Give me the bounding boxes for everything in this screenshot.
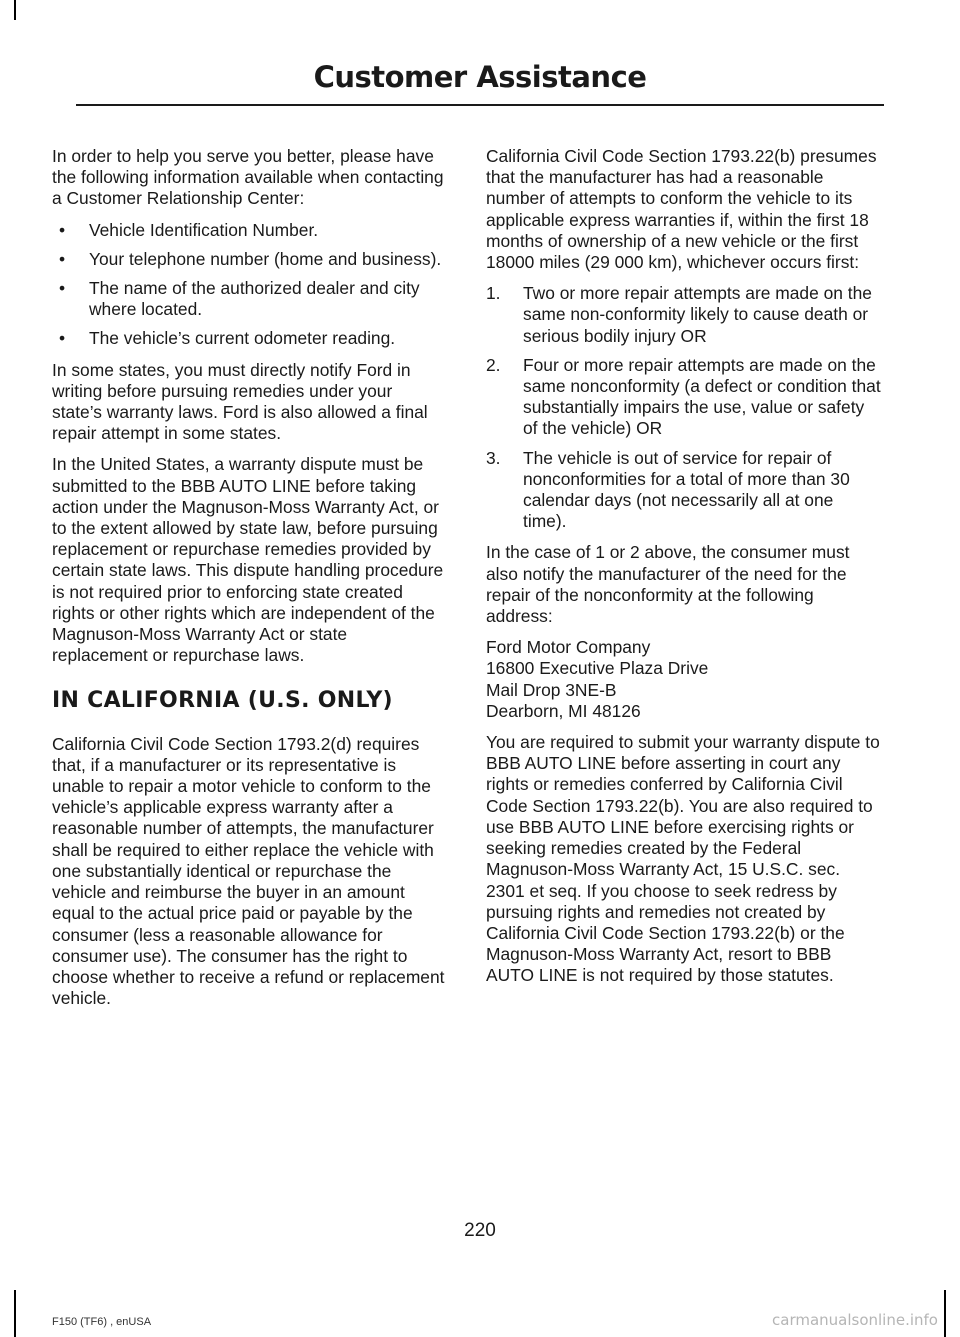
bullet-marker: •	[59, 328, 66, 349]
page-number: 220	[464, 1220, 496, 1241]
info-bullet-list	[52, 220, 447, 350]
page-title: Customer Assistance	[313, 60, 647, 94]
submit-paragraph: You are required to submit your warranty dispute to BBB AUTO LINE before asserting in court any rights or remedies conferred by California Civil Code Section 1793.22(b). You are also required to use BBB AUTO LINE before exercising rights or seeking remedies created by the Federal Magnuson-Moss Warranty Act, 15 U.S.C. sec. 2301 et seq. If you choose to seek redress by pursuing rights and remedies not created by California Civil Code Section 1793.22(b) or the Magnuson-Moss Warranty Act, resort to BBB AUTO LINE is not required by those statutes.	[486, 732, 880, 986]
crop-mark-top-left	[14, 0, 16, 20]
header-divider	[76, 104, 884, 106]
conditions-numbered-list	[486, 283, 881, 532]
list-number: 2.	[486, 354, 501, 375]
crop-mark-bottom-left	[14, 1290, 16, 1337]
watermark: carmanualsonline.info	[772, 1311, 938, 1329]
bullet-marker: •	[59, 219, 66, 240]
address-line: 16800 Executive Plaza Drive	[486, 658, 709, 679]
list-item: • The name of the authorized dealer and city where located.	[59, 278, 420, 320]
mailing-address	[486, 637, 881, 722]
footer-model-code: F150 (TF6) , enUSA	[52, 1316, 152, 1328]
section-heading: IN CALIFORNIA (U.S. ONLY)	[52, 688, 393, 714]
address-line: Ford Motor Company	[486, 637, 651, 658]
intro-paragraph: In order to help you serve you better, please have the following information available when contacting a Customer Relationship Center:	[52, 146, 444, 209]
right-column	[486, 146, 881, 997]
address-line: Mail Drop 3NE-B	[486, 679, 617, 700]
list-item: 2. Four or more repair attempts are made on the same nonconformity (a defect or condition that substantially impairs the use, value or safety of the vehicle) OR	[486, 354, 881, 439]
list-item: • Vehicle Identification Number.	[59, 219, 319, 240]
list-item: 1. Two or more repair attempts are made on the same non-conformity likely to cause death or serious bodily injury OR	[486, 283, 872, 346]
us-dispute-paragraph: In the United States, a warranty dispute must be submitted to the BBB AUTO LINE before taking action under the Magnuson-Moss Warranty Act, or to the extent allowed by state law, before pursuing replacement or repurchase remedies provided by certain state laws. This dispute handling procedure is not required prior to enforcing state created rights or other rights which are independent of the Magnuson-Moss Warranty Act or state replacement or repurchase laws.	[52, 454, 444, 666]
bullet-marker: •	[59, 278, 66, 299]
list-item: • The vehicle’s current odometer reading.	[59, 328, 396, 349]
left-column	[52, 146, 447, 1019]
list-item: • Your telephone number (home and business).	[59, 248, 442, 269]
california-paragraph: California Civil Code Section 1793.2(d) requires that, if a manufacturer or its representative is unable to repair a motor vehicle to conform to the vehicle’s applicable express warranty after a reasonable number of attempts, the manufacturer shall be required to either replace the vehicle with one substantially identical or repurchase the vehicle and reimburse the buyer in an amount equal to the actual price paid or payable by the consumer (less a reasonable allowance for consumer use). The consumer has the right to choose whether to receive a refund or replacement vehicle.	[52, 733, 445, 1009]
bullet-marker: •	[59, 248, 66, 269]
list-item: 3. The vehicle is out of service for repair of nonconformities for a total of more than 30 calendar days (not necessarily all at one time).	[486, 447, 850, 532]
list-number: 1.	[486, 283, 501, 304]
states-paragraph: In some states, you must directly notify Ford in writing before pursuing remedies under your state’s warranty laws. Ford is also allowed a final repair attempt in some states.	[52, 359, 428, 444]
address-line: Dearborn, MI 48126	[486, 700, 641, 721]
presumes-paragraph: California Civil Code Section 1793.22(b) presumes that the manufacturer has had a reasonable number of attempts to conform the vehicle to its applicable express warranties if, within the first 18 months of ownership of a new vehicle or the first 18000 miles (29 000 km), whichever occurs first:	[486, 146, 877, 273]
crop-mark-bottom-right	[944, 1290, 946, 1337]
list-number: 3.	[486, 447, 501, 468]
notify-paragraph: In the case of 1 or 2 above, the consumer must also notify the manufacturer of the need for the repair of the nonconformity at the following address:	[486, 542, 850, 627]
